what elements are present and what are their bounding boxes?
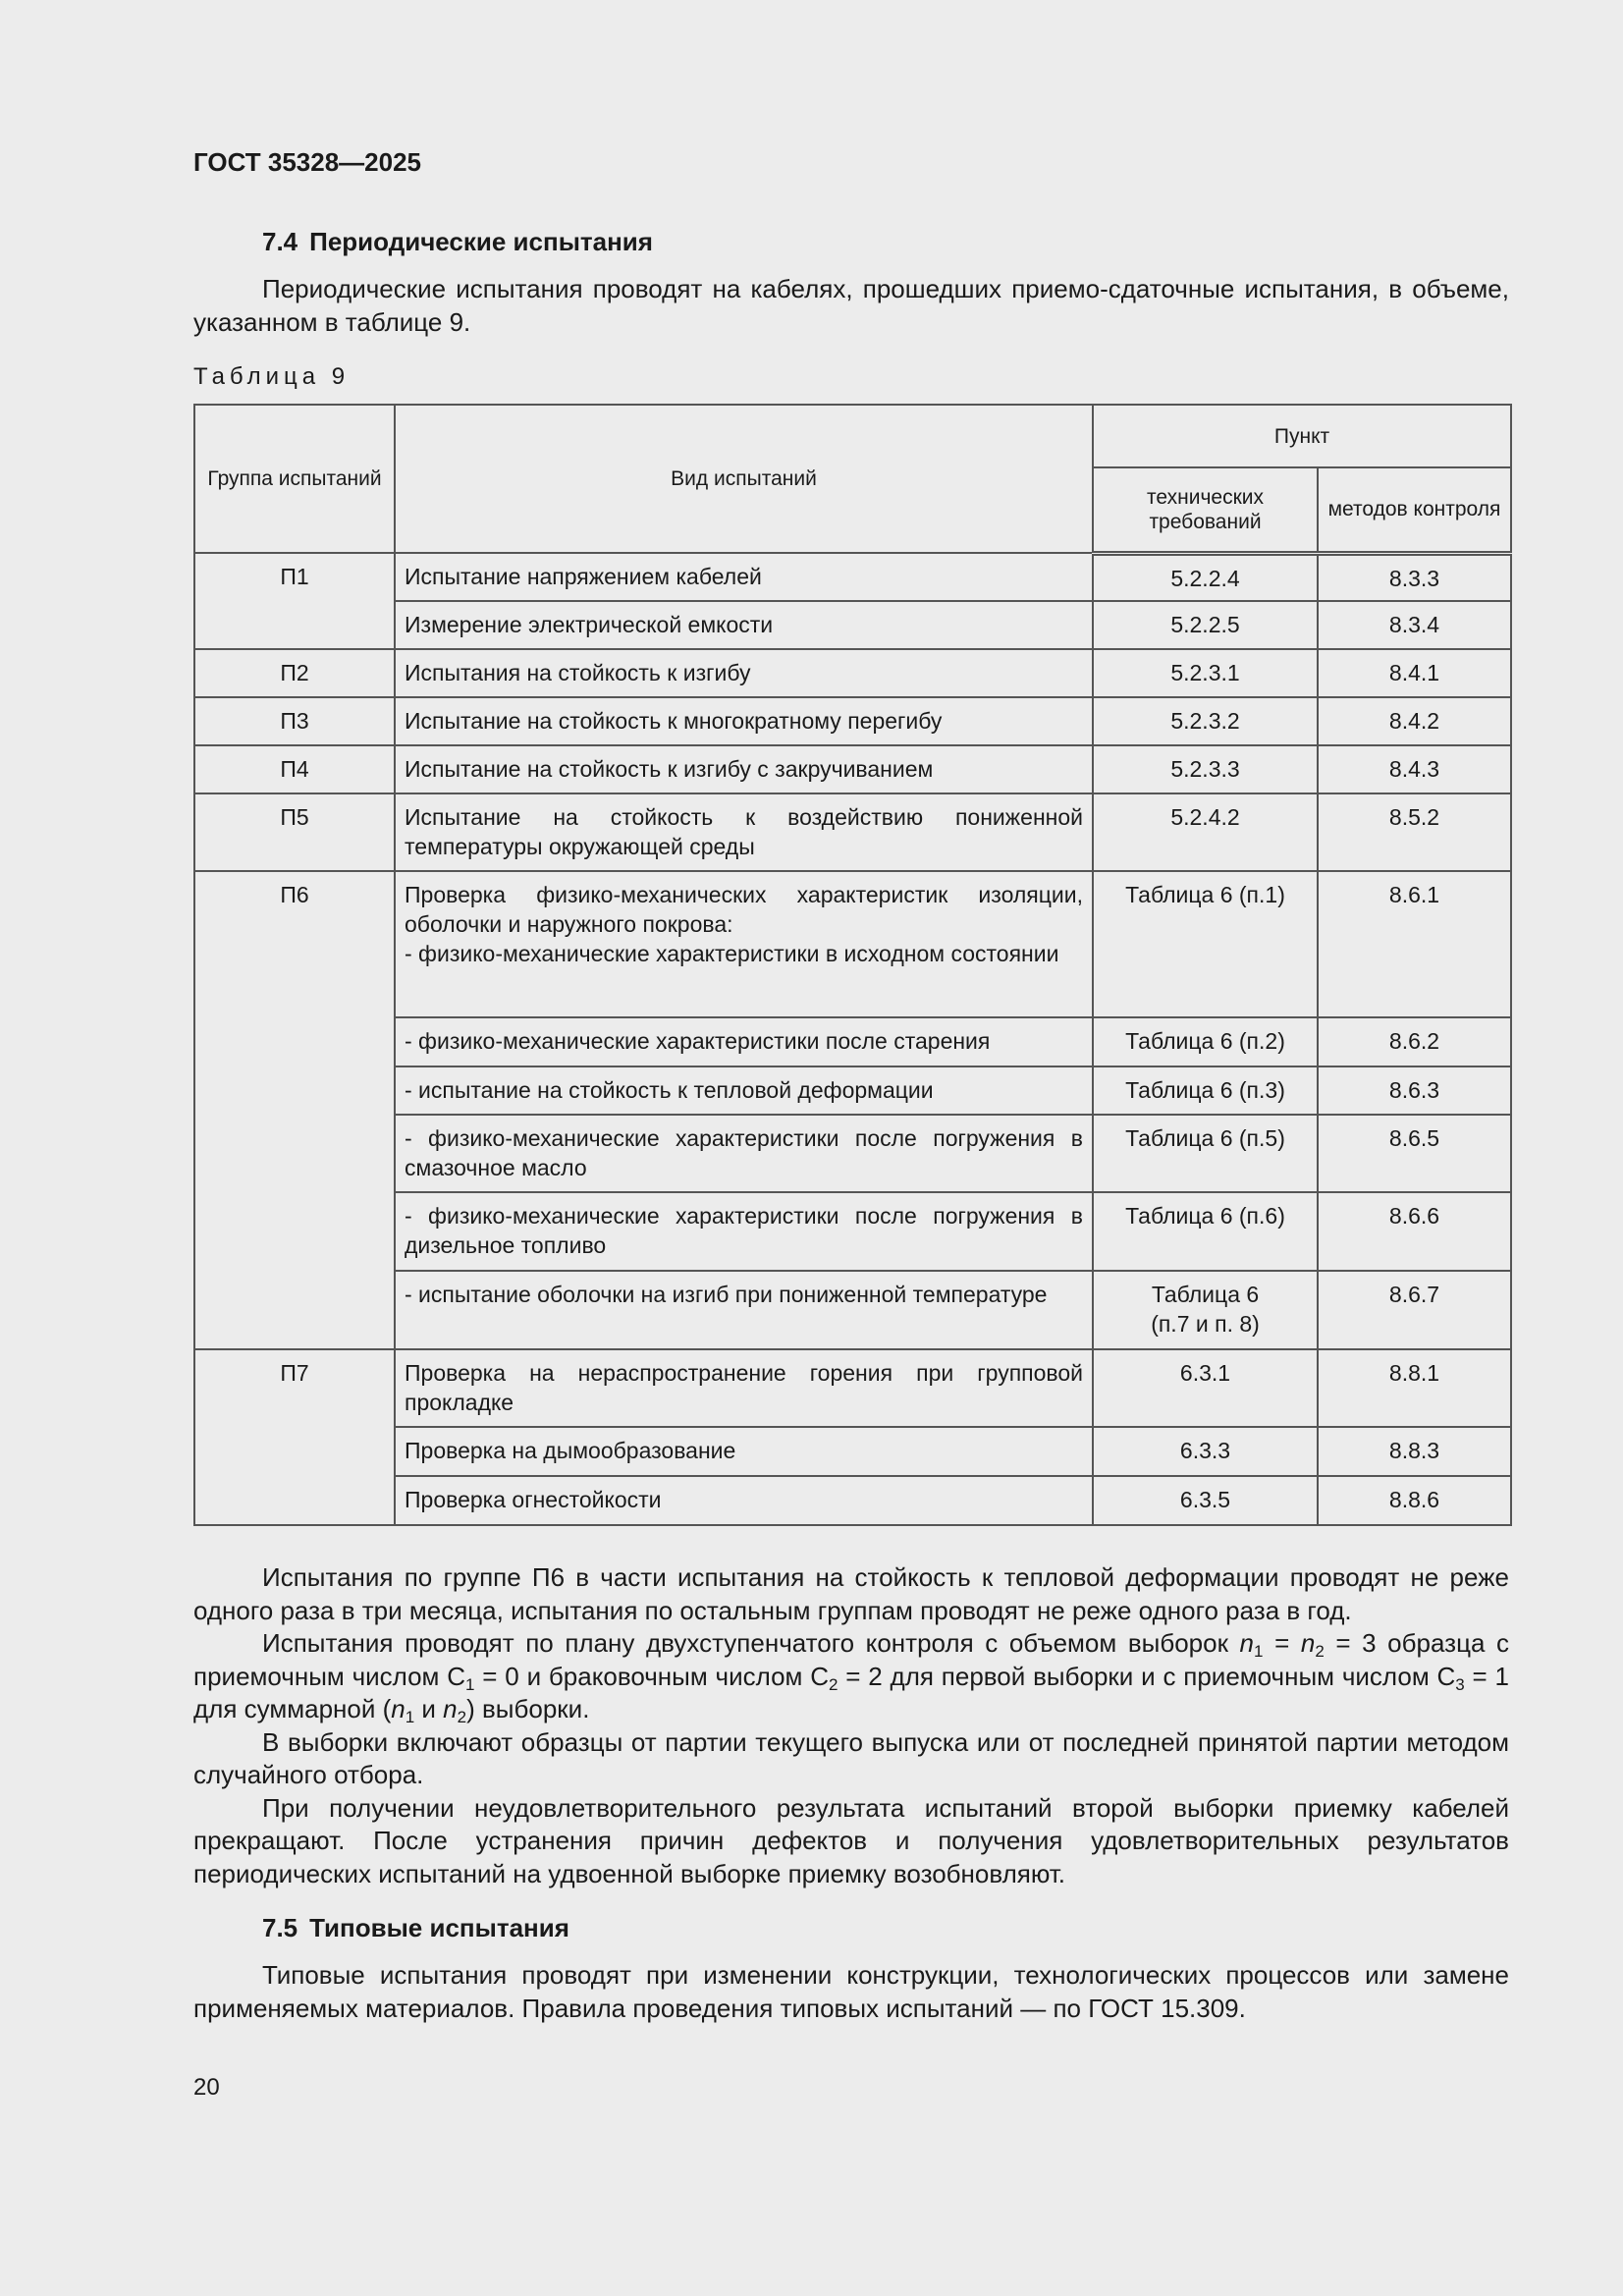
- group-cell: П5: [194, 793, 395, 871]
- group-cell: П4: [194, 745, 395, 793]
- table-row: [194, 553, 1511, 601]
- table-row: [194, 697, 1511, 745]
- tech-req-cell: 6.3.5: [1093, 1476, 1318, 1525]
- group-cell: П1: [194, 553, 395, 649]
- section-7-5-heading: [262, 1913, 569, 1943]
- group-cell: П2: [194, 649, 395, 697]
- section-7-4-body: [193, 273, 1509, 339]
- method-cell: 8.3.3: [1318, 553, 1511, 601]
- table-row: [194, 1349, 1511, 1427]
- method-cell: 8.8.3: [1318, 1427, 1511, 1476]
- test-cell: Испытания на стойкость к изгибу: [395, 649, 1093, 697]
- section-7-5-body: [193, 1959, 1509, 2025]
- tech-req-cell: Таблица 6 (п.5): [1093, 1115, 1318, 1192]
- header-group: Группа испытаний: [194, 405, 395, 553]
- test-cell: - физико-механические характеристики после погружения в дизельное топливо: [395, 1192, 1093, 1271]
- paragraph: Испытания по группе П6 в части испытания на стойкость к тепловой деформации проводят не реже одного раза в три месяца, испытания по остальным группам проводят не реже одного раза в год.: [193, 1562, 1509, 1625]
- test-cell: Испытание на стойкость к изгибу с закручиванием: [395, 745, 1093, 793]
- method-cell: 8.5.2: [1318, 793, 1511, 871]
- section-7-4-heading: [262, 227, 653, 257]
- tech-req-cell: 5.2.4.2: [1093, 793, 1318, 871]
- tech-req-cell: 6.3.3: [1093, 1427, 1318, 1476]
- test-subitem: - физико-механические характеристики в исходном состоянии: [405, 941, 1059, 966]
- method-cell: 8.3.4: [1318, 601, 1511, 649]
- section-number: 7.5: [262, 1913, 298, 1942]
- method-cell: 8.4.2: [1318, 697, 1511, 745]
- test-cell: Испытание на стойкость к многократному перегибу: [395, 697, 1093, 745]
- group-cell: П6: [194, 871, 395, 1349]
- paragraph: При получении неудовлетворительного результата испытаний второй выборки приемку кабелей прекращают. После устранения причин дефектов и получения удовлетворительных результатов периодических испытаний на удвоенной выборке приемку возобновляют.: [193, 1792, 1509, 1888]
- table-row: [194, 793, 1511, 871]
- test-heading: Проверка физико-механических характеристик изоляции, оболочки и наружного покрова:: [405, 882, 1083, 937]
- method-cell: 8.6.1: [1318, 871, 1511, 1017]
- method-cell: 8.4.1: [1318, 649, 1511, 697]
- group-cell: П7: [194, 1349, 395, 1525]
- standard-code: ГОСТ 35328—2025: [193, 147, 421, 177]
- method-cell: 8.6.5: [1318, 1115, 1511, 1192]
- section-number: 7.4: [262, 227, 298, 256]
- tech-req-cell: Таблица 6 (п.1): [1093, 871, 1318, 1017]
- tech-req-cell: 5.2.3.2: [1093, 697, 1318, 745]
- paragraph: В выборки включают образцы от партии текущего выпуска или от последней принятой партии методом случайного отбора.: [193, 1726, 1509, 1789]
- header-tech-requirements: технических требований: [1093, 467, 1318, 553]
- tech-req-cell: [1093, 1271, 1318, 1349]
- test-cell: - физико-механические характеристики после старения: [395, 1017, 1093, 1066]
- tech-req-line: Таблица 6: [1151, 1282, 1260, 1307]
- section-title: Типовые испытания: [309, 1913, 569, 1942]
- test-cell: - физико-механические характеристики после погружения в смазочное масло: [395, 1115, 1093, 1192]
- tech-req-line: (п.7 и п. 8): [1151, 1311, 1260, 1337]
- tech-req-cell: 5.2.2.4: [1093, 553, 1318, 601]
- periodic-tests-table: [193, 404, 1512, 1526]
- header-test-type: Вид испытаний: [395, 405, 1093, 553]
- group-cell: П3: [194, 697, 395, 745]
- paragraph: Типовые испытания проводят при изменении конструкции, технологических процессов или замене применяемых материалов. Правила проведения типовых испытаний — по ГОСТ 15.309.: [193, 1960, 1509, 2023]
- test-cell: Испытание напряжением кабелей: [395, 553, 1093, 601]
- page-number: 20: [193, 2074, 220, 2101]
- method-cell: 8.6.6: [1318, 1192, 1511, 1271]
- tech-req-cell: 5.2.3.3: [1093, 745, 1318, 793]
- test-cell: [395, 871, 1093, 1017]
- method-cell: 8.6.7: [1318, 1271, 1511, 1349]
- section-title: Периодические испытания: [309, 227, 653, 256]
- test-cell: Измерение электрической емкости: [395, 601, 1093, 649]
- tech-req-cell: Таблица 6 (п.2): [1093, 1017, 1318, 1066]
- method-cell: 8.8.6: [1318, 1476, 1511, 1525]
- method-cell: 8.6.2: [1318, 1017, 1511, 1066]
- test-cell: Проверка на нераспространение горения при групповой прокладке: [395, 1349, 1093, 1427]
- table-row: [194, 871, 1511, 1017]
- tech-req-cell: 5.2.2.5: [1093, 601, 1318, 649]
- test-cell: - испытание на стойкость к тепловой деформации: [395, 1066, 1093, 1115]
- method-cell: 8.4.3: [1318, 745, 1511, 793]
- test-cell: Проверка на дымообразование: [395, 1427, 1093, 1476]
- tech-req-cell: 6.3.1: [1093, 1349, 1318, 1427]
- table-row: [194, 649, 1511, 697]
- tech-req-cell: Таблица 6 (п.6): [1093, 1192, 1318, 1271]
- post-table-text: [193, 1561, 1509, 1890]
- test-cell: Проверка огнестойкости: [395, 1476, 1093, 1525]
- table-caption: Таблица 9: [193, 363, 351, 390]
- paragraph: Периодические испытания проводят на кабелях, прошедших приемо-сдаточные испытания, в объеме, указанном в таблице 9.: [193, 274, 1509, 337]
- header-clause: Пункт: [1093, 405, 1511, 467]
- header-control-methods: методов контроля: [1318, 467, 1511, 553]
- test-cell: - испытание оболочки на изгиб при пониженной температуре: [395, 1271, 1093, 1349]
- method-cell: 8.8.1: [1318, 1349, 1511, 1427]
- method-cell: 8.6.3: [1318, 1066, 1511, 1115]
- tech-req-cell: 5.2.3.1: [1093, 649, 1318, 697]
- tech-req-cell: Таблица 6 (п.3): [1093, 1066, 1318, 1115]
- test-cell: Испытание на стойкость к воздействию пониженной температуры окружающей среды: [395, 793, 1093, 871]
- table-row: [194, 745, 1511, 793]
- paragraph-sampling-plan: Испытания проводят по плану двухступенчатого контроля с объемом выборок $n_1 = n_2 = 3$ образца с приемочным числом $С_1 = 0$ и браковочным числом $С_2 = 2$ для первой выборки и с приемочным числом $С_3 = 1$ для суммарной ($n_1$ и $n_2$) выборки.: [193, 1628, 1510, 1726]
